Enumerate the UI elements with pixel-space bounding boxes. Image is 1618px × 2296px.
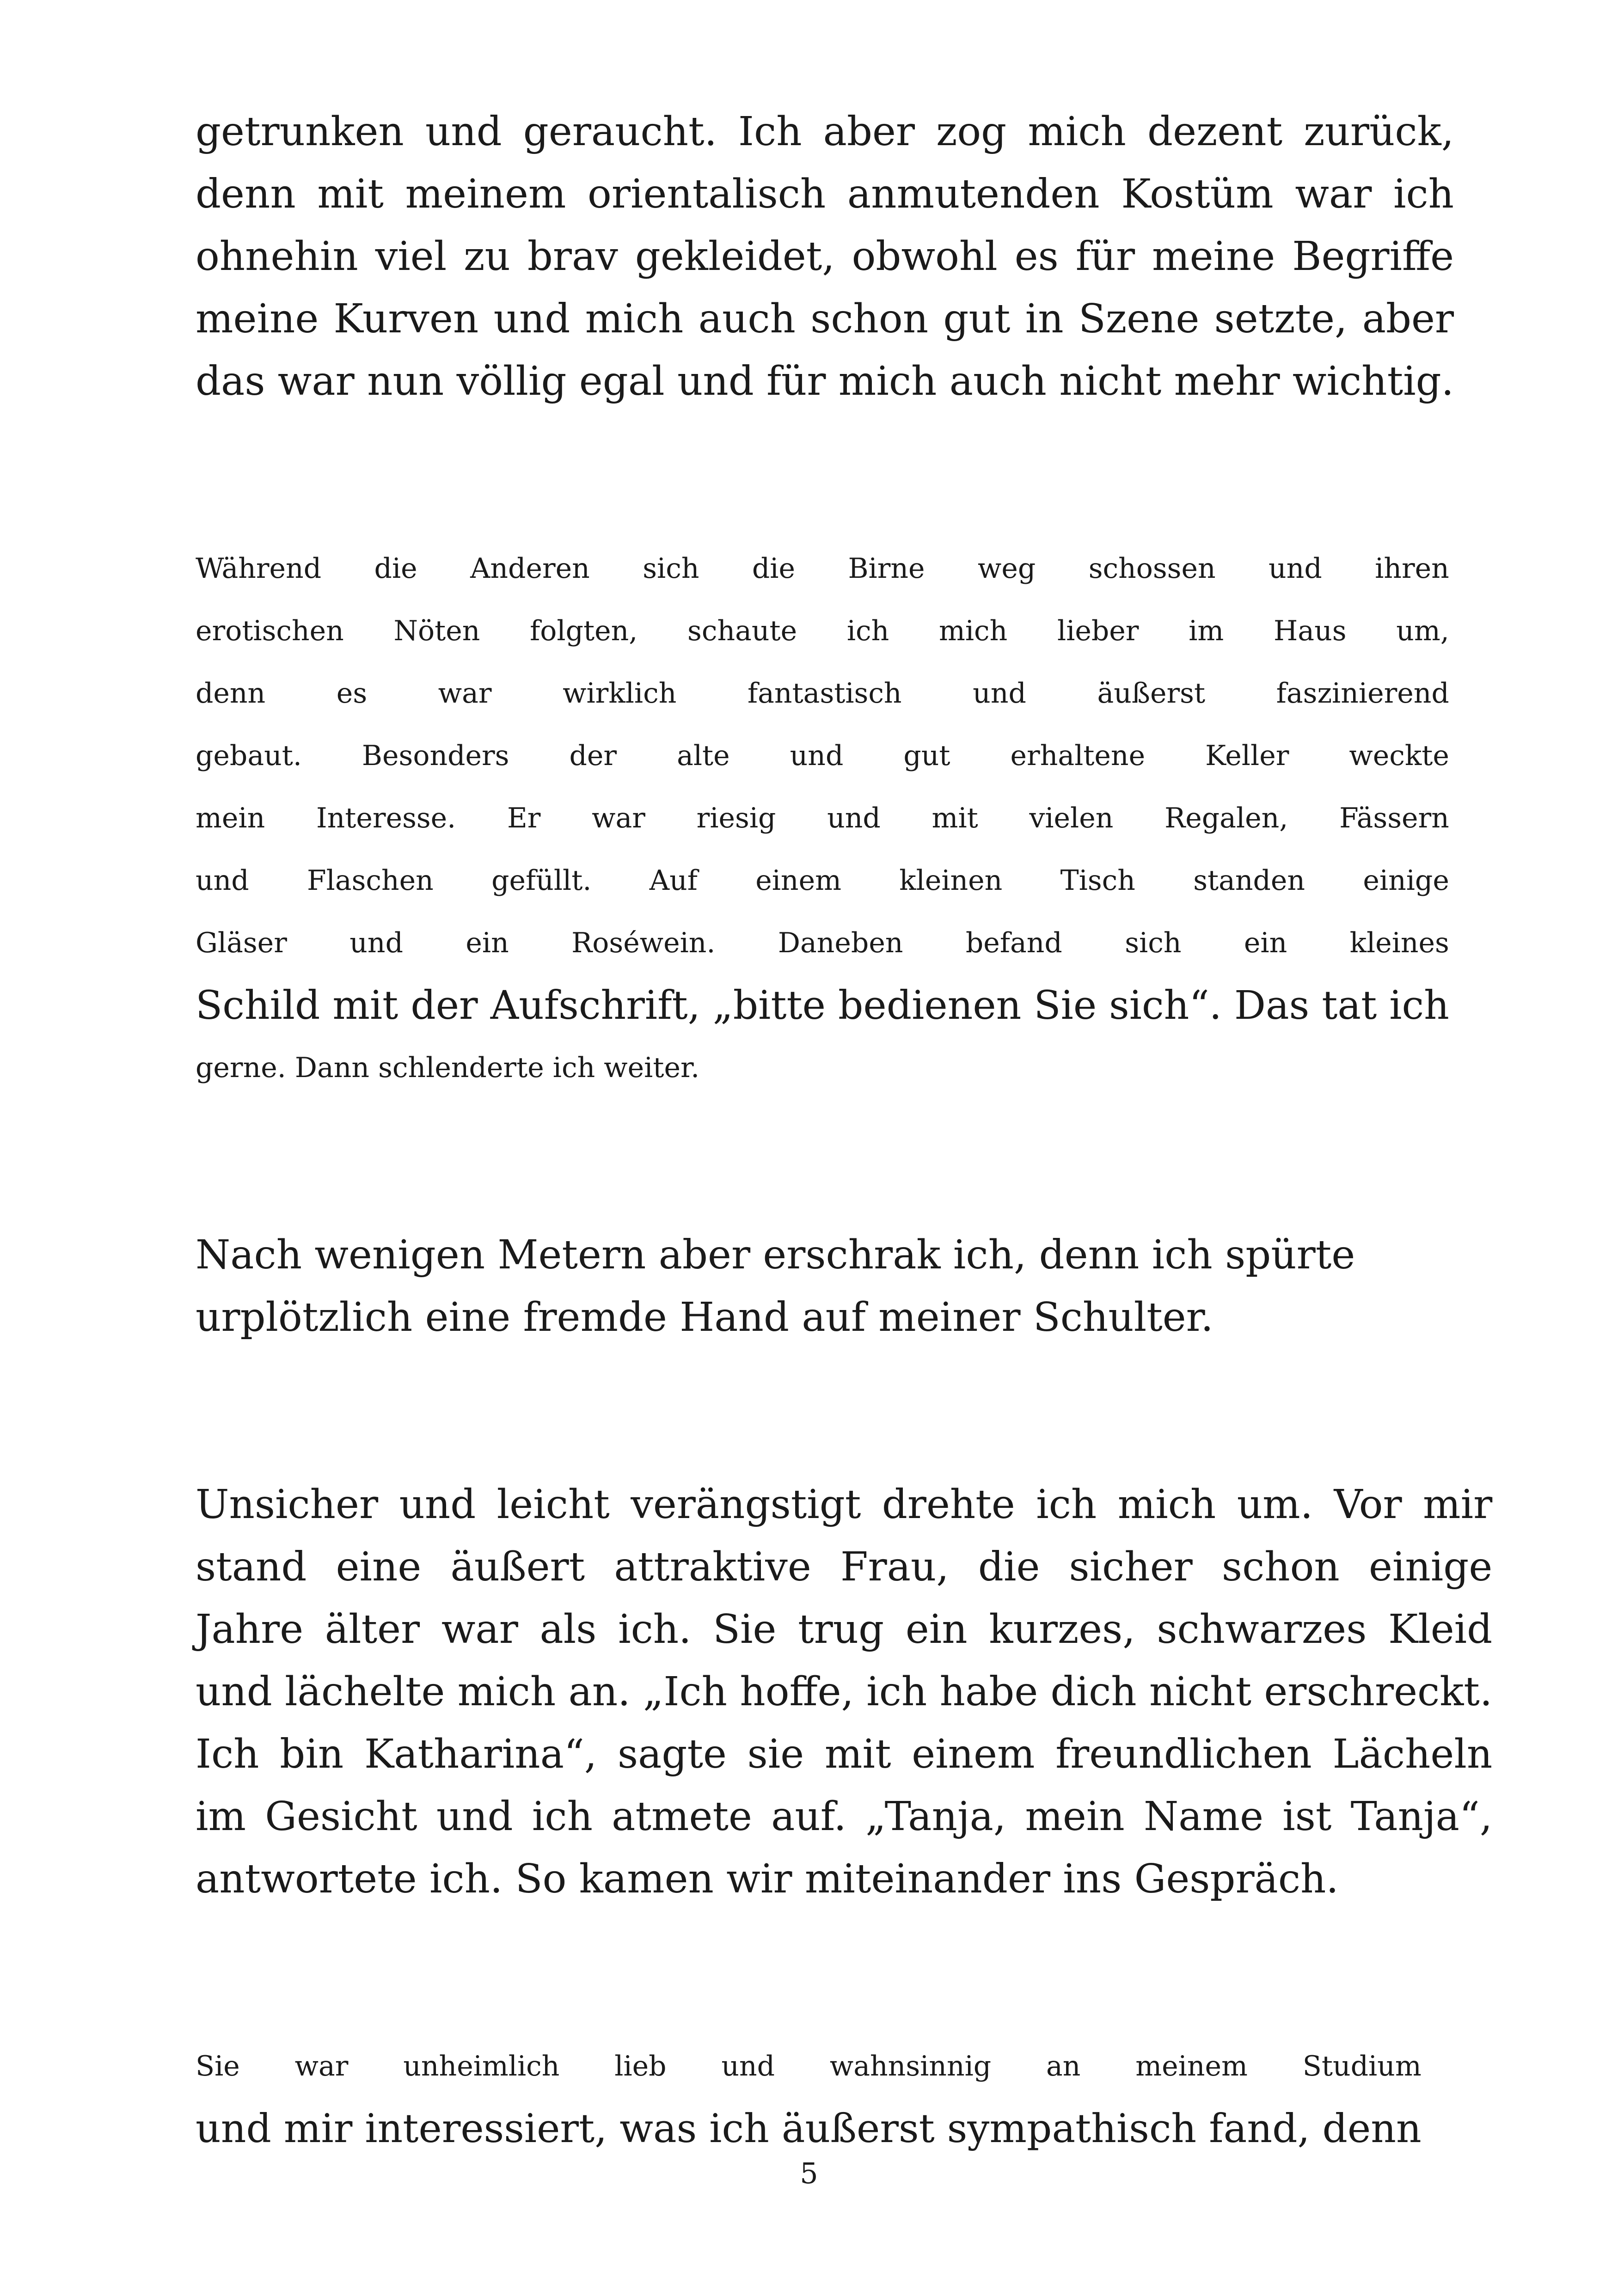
- text-line: denn es war wirklich fantastisch und äußerst faszinierend: [196, 677, 1449, 710]
- paragraph-3: [196, 1224, 1355, 1349]
- text-line: urplötzlich eine fremde Hand auf meiner Schulter.: [196, 1294, 1214, 1341]
- text-line: mein Interesse. Er war riesig und mit vielen Regalen, Fässern: [196, 802, 1449, 834]
- text-line: gebaut. Besonders der alte und gut erhaltene Keller weckte: [196, 740, 1449, 772]
- paragraph-5: [196, 2035, 1422, 2160]
- text-line: Sie war unheimlich lieb und wahnsinnig an meinem Studium: [196, 2050, 1422, 2082]
- text-line: und mir interessiert, was ich äußerst sympathisch fand, denn: [196, 2106, 1422, 2152]
- text-line: erotischen Nöten folgten, schaute ich mich lieber im Haus um,: [196, 615, 1449, 647]
- text-line: gerne. Dann schlenderte ich weiter.: [196, 1052, 700, 1084]
- text-line: Jahre älter war als ich. Sie trug ein kurzes, schwarzes Kleid: [196, 1606, 1493, 1653]
- text-line: ohnehin viel zu brav gekleidet, obwohl es für meine Begriffe: [196, 233, 1454, 280]
- text-line: Unsicher und leicht verängstigt drehte ich mich um. Vor mir: [196, 1482, 1493, 1528]
- paragraph-4: [196, 1474, 1492, 1910]
- text-line: Schild mit der Aufschrift, „bitte bedienen Sie sich“. Das tat ich: [196, 983, 1449, 1029]
- text-line: stand eine äußert attraktive Frau, die sicher schon einige: [196, 1544, 1493, 1590]
- text-line: im Gesicht und ich atmete auf. „Tanja, mein Name ist Tanja“,: [196, 1794, 1493, 1840]
- text-line: Während die Anderen sich die Birne weg schossen und ihren: [196, 552, 1449, 585]
- text-line: antwortete ich. So kamen wir miteinander ins Gespräch.: [196, 1856, 1339, 1902]
- text-line: und Flaschen gefüllt. Auf einem kleinen Tisch standen einige: [196, 864, 1449, 897]
- text-line: Nach wenigen Metern aber erschrak ich, denn ich spürte: [196, 1232, 1355, 1278]
- text-line: denn mit meinem orientalisch anmutenden Kostüm war ich: [196, 171, 1454, 217]
- text-line: Gläser und ein Roséwein. Daneben befand sich ein kleines: [196, 927, 1449, 959]
- text-line: und lächelte mich an. „Ich hoffe, ich habe dich nicht erschreckt.: [196, 1669, 1493, 1715]
- text-line: das war nun völlig egal und für mich auch nicht mehr wichtig.: [196, 358, 1454, 404]
- page-number: 5: [800, 2156, 818, 2190]
- paragraph-2: [196, 538, 1449, 1099]
- text-line: getrunken und geraucht. Ich aber zog mich dezent zurück,: [196, 109, 1454, 155]
- text-line: Ich bin Katharina“, sagte sie mit einem freundlichen Lächeln: [196, 1731, 1493, 1777]
- paragraph-1: [196, 101, 1454, 413]
- text-line: meine Kurven und mich auch schon gut in Szene setzte, aber: [196, 296, 1454, 342]
